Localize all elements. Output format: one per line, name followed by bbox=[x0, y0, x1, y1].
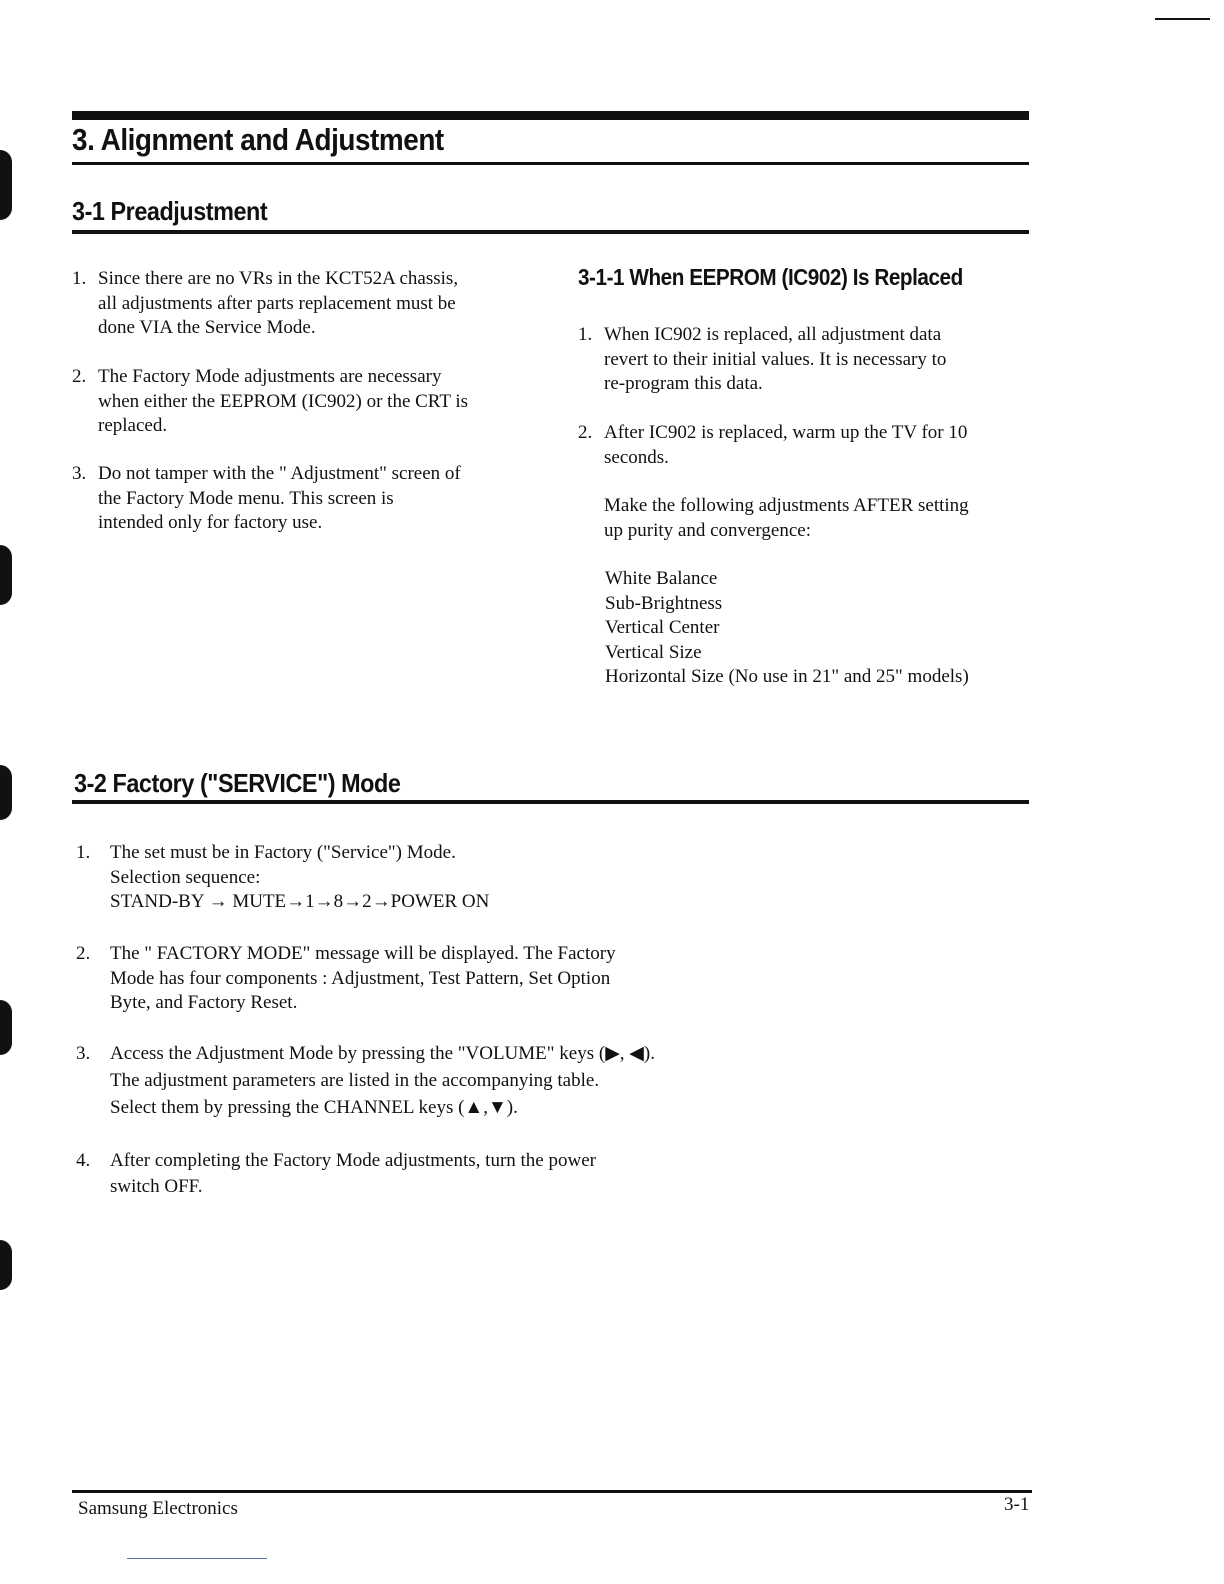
item-text-line: when either the EEPROM (IC902) or the CRT is bbox=[98, 390, 469, 412]
item-text-line: Access the Adjustment Mode by pressing the "VOLUME" keys (▶, ◀). bbox=[110, 1043, 655, 1064]
item-text-line: switch OFF. bbox=[110, 1176, 203, 1197]
item-text-line: revert to their initial values. It is necessary to bbox=[604, 348, 947, 370]
section-title-3-1: 3-1 Preadjustment bbox=[72, 196, 268, 226]
adjustment-note bbox=[604, 494, 1029, 543]
item-text-line: The adjustment parameters are listed in the accompanying table. bbox=[110, 1070, 600, 1091]
footer-page-number: 3-1 bbox=[1004, 1494, 1030, 1515]
item-text-line: Byte, and Factory Reset. bbox=[110, 992, 298, 1013]
subsection-title-3-1-1: 3-1-1 When EEPROM (IC902) Is Replaced bbox=[578, 264, 963, 290]
item-text-line: Selection sequence: bbox=[110, 866, 261, 888]
item-text-line: re-program this data. bbox=[604, 373, 763, 394]
binding-hole-mark bbox=[0, 1000, 12, 1055]
item-text-line: The set must be in Factory ("Service") Mode. bbox=[110, 842, 456, 863]
item-number: 1. bbox=[578, 324, 593, 345]
item-text-line: Do not tamper with the " Adjustment" screen of bbox=[98, 463, 461, 484]
adjustment-item: Vertical Size bbox=[605, 641, 702, 663]
binding-hole-mark bbox=[0, 545, 12, 605]
item-number: 4. bbox=[76, 1150, 91, 1171]
chapter-bottom-rule bbox=[72, 162, 1029, 165]
section-rule-3-1 bbox=[72, 230, 1029, 234]
section-rule-3-2 bbox=[72, 800, 1029, 804]
item-text-line: When IC902 is replaced, all adjustment data bbox=[604, 324, 942, 345]
adjustment-item: Sub-Brightness bbox=[605, 592, 723, 614]
adjustment-item: White Balance bbox=[605, 568, 718, 589]
item-text-line: After IC902 is replaced, warm up the TV for 10 bbox=[604, 422, 968, 443]
item-text-line: STAND-BY → MUTE→1→8→2→POWER ON bbox=[110, 891, 490, 912]
binding-hole-mark bbox=[0, 765, 12, 820]
corner-mark bbox=[1155, 18, 1210, 20]
footer-company: Samsung Electronics bbox=[78, 1498, 238, 1519]
binding-hole-mark bbox=[0, 150, 12, 220]
chapter-top-rule bbox=[72, 111, 1029, 120]
item-number: 1. bbox=[76, 842, 91, 863]
item-text-line: After completing the Factory Mode adjustments, turn the power bbox=[110, 1150, 596, 1171]
item-text-line: the Factory Mode menu. This screen is bbox=[98, 487, 394, 509]
item-text-line: Since there are no VRs in the KCT52A chassis, bbox=[98, 268, 459, 289]
note-text-line: up purity and convergence: bbox=[604, 519, 811, 541]
item-number: 2. bbox=[76, 943, 91, 964]
scan-edge-line bbox=[127, 1558, 267, 1559]
item-number: 2. bbox=[72, 366, 87, 387]
item-text-line: intended only for factory use. bbox=[98, 512, 323, 533]
item-text-line: seconds. bbox=[604, 446, 669, 468]
adjustment-item: Vertical Center bbox=[605, 617, 720, 638]
item-number: 3. bbox=[72, 463, 87, 484]
adjustment-item: Horizontal Size (No use in 21" and 25" models) bbox=[605, 666, 969, 687]
note-text-line: Make the following adjustments AFTER setting bbox=[604, 495, 969, 516]
item-text-line: The Factory Mode adjustments are necessary bbox=[98, 366, 442, 387]
section-title-3-2: 3-2 Factory ("SERVICE") Mode bbox=[74, 768, 401, 798]
item-text-line: all adjustments after parts replacement must be bbox=[98, 292, 456, 314]
item-text-line: The " FACTORY MODE" message will be displayed. The Factory bbox=[110, 943, 616, 964]
item-number: 1. bbox=[72, 268, 87, 289]
item-text-line: Mode has four components : Adjustment, Test Pattern, Set Option bbox=[110, 967, 611, 989]
item-number: 3. bbox=[76, 1043, 91, 1064]
footer-rule bbox=[72, 1490, 1032, 1493]
item-text-line: Select them by pressing the CHANNEL keys (▲,▼). bbox=[110, 1097, 518, 1118]
item-text-line: replaced. bbox=[98, 415, 168, 436]
adjustment-list bbox=[605, 567, 1030, 690]
item-number: 2. bbox=[578, 422, 593, 443]
item-text-line: done VIA the Service Mode. bbox=[98, 317, 316, 338]
chapter-title: 3. Alignment and Adjustment bbox=[72, 122, 444, 157]
binding-hole-mark bbox=[0, 1240, 12, 1290]
